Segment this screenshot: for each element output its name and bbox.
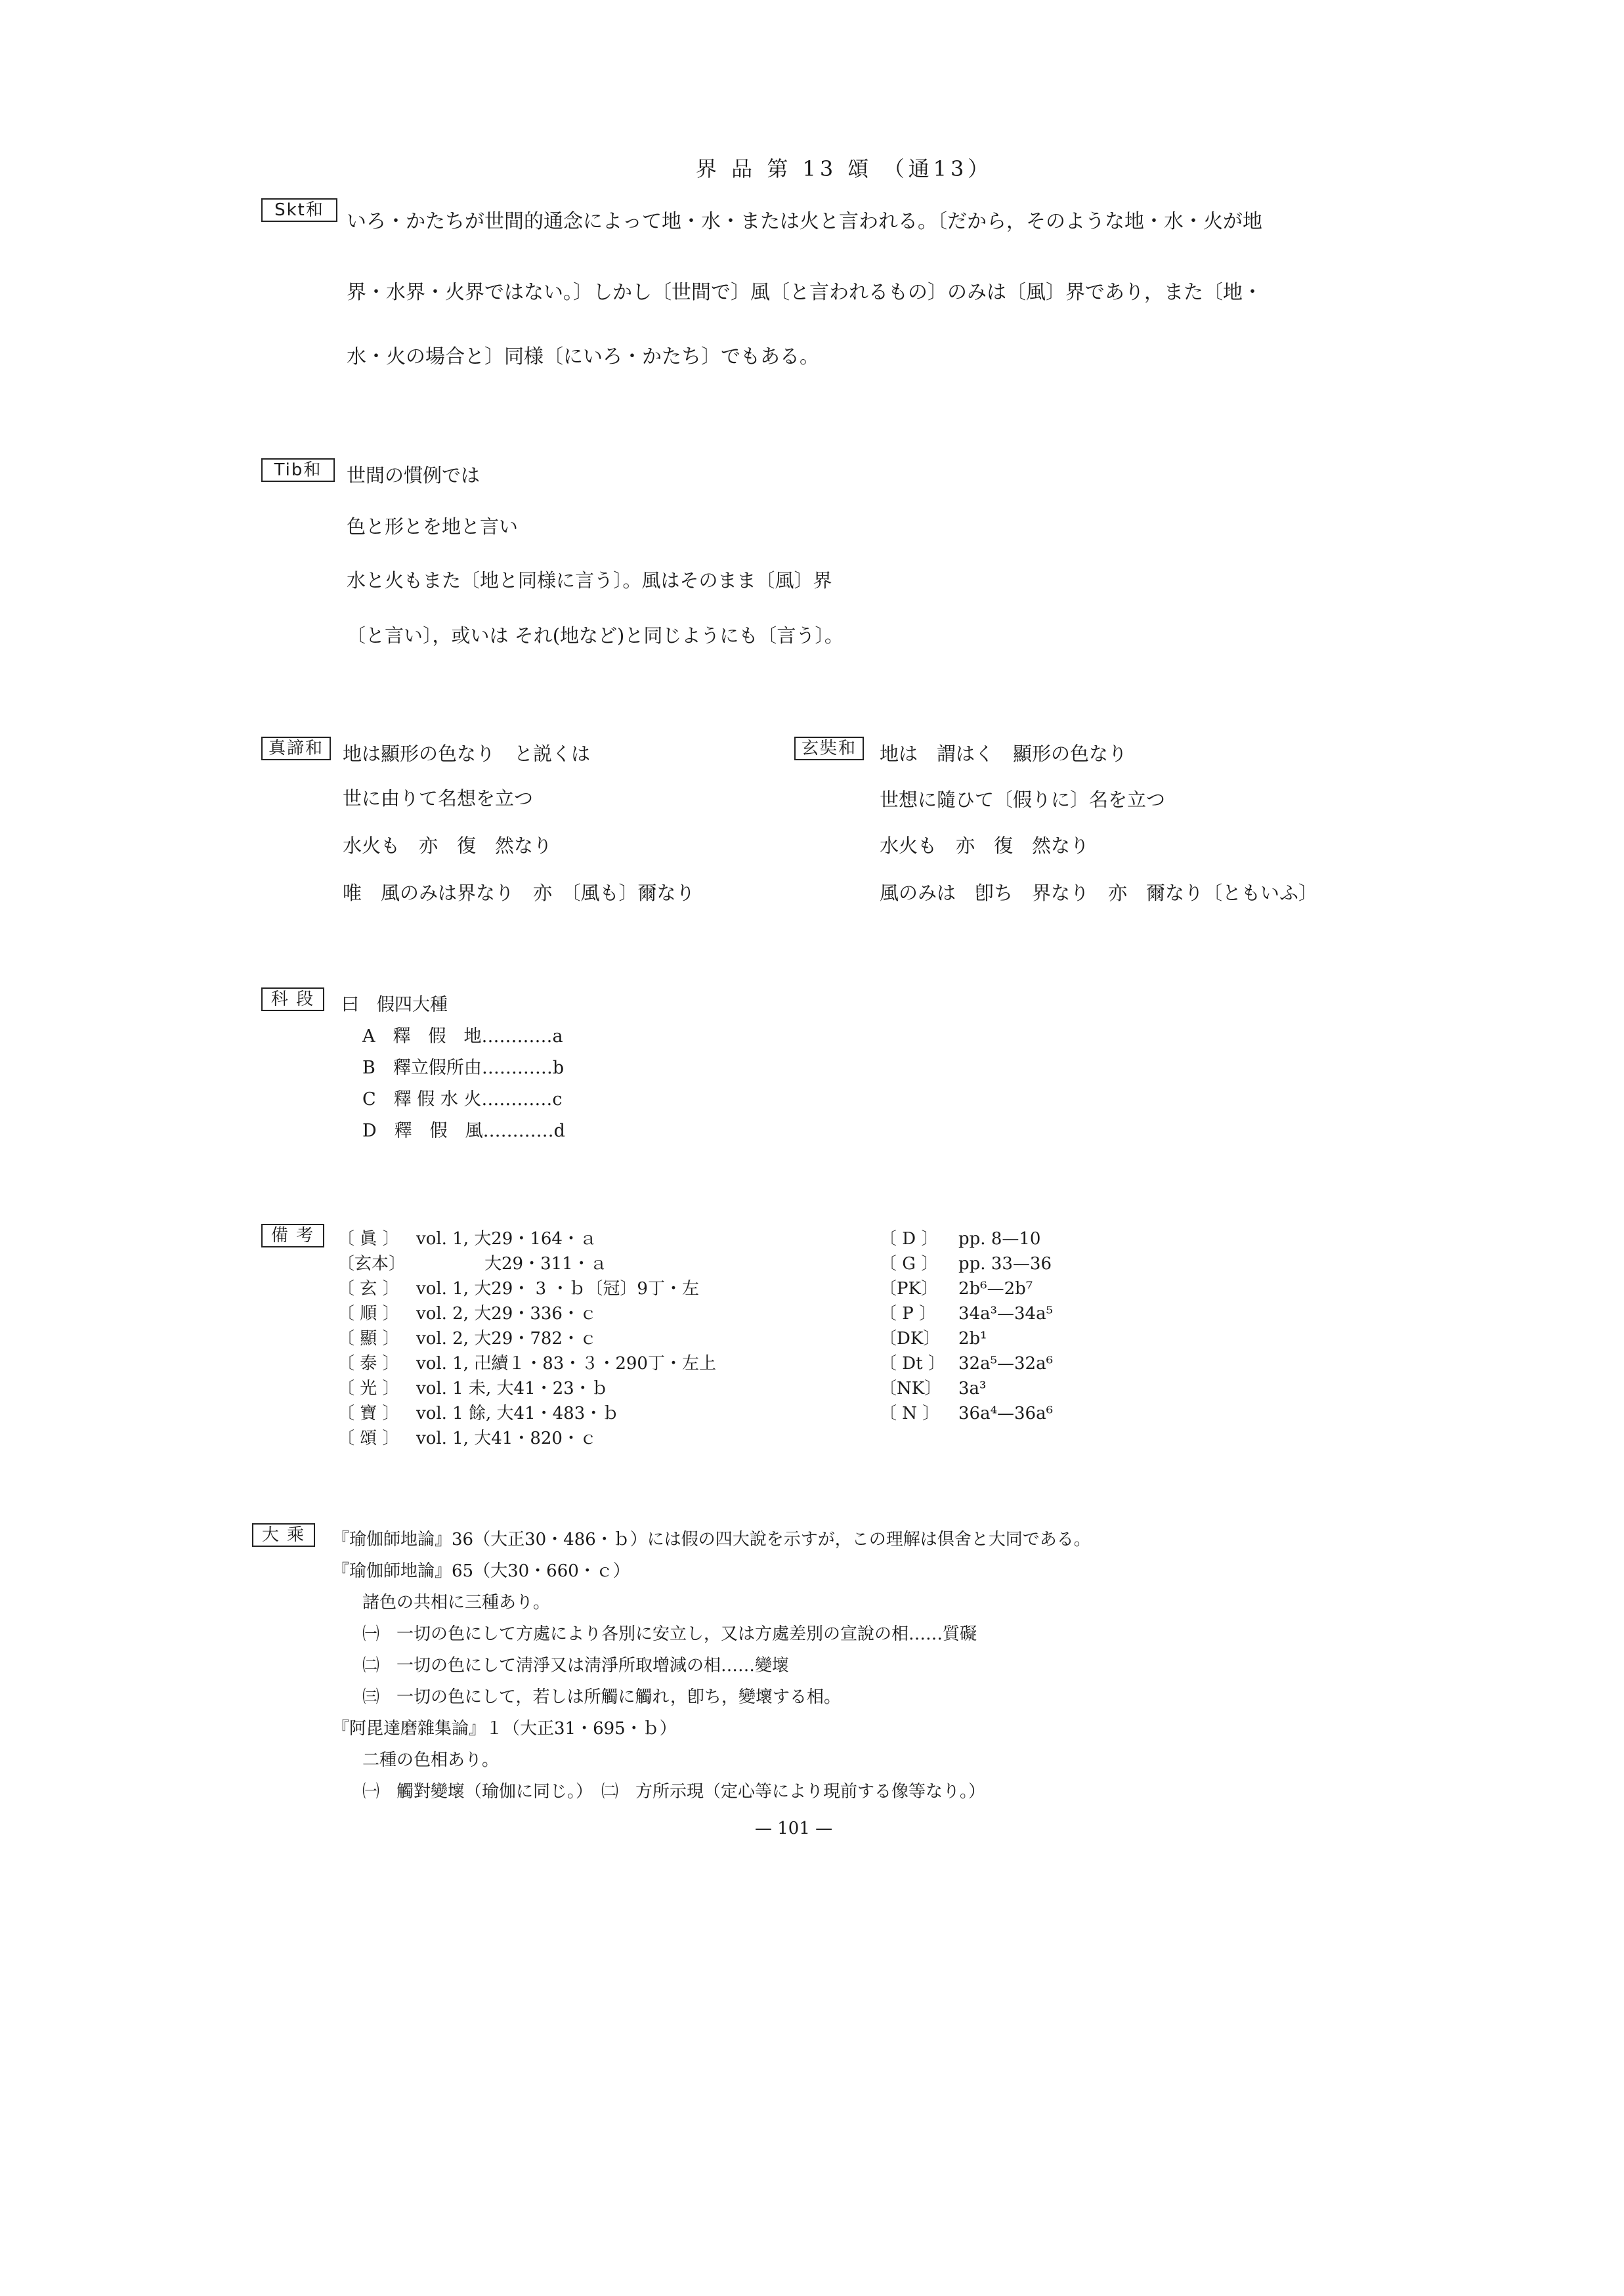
biko-label: 備 考 xyxy=(261,1224,324,1247)
genjo-label: 玄奘和 xyxy=(794,737,864,760)
ref-row: 〔 P 〕 34a³—34a⁵ xyxy=(880,1304,1054,1324)
ref-row: 〔 眞 〕 vol. 1, 大29・164・ａ xyxy=(337,1229,597,1249)
shindai-line-3: 水火も 亦 復 然なり xyxy=(343,834,553,857)
daijo-line-3: 諸色の共相に三種あり。 xyxy=(362,1593,551,1613)
shindai-label: 真諦和 xyxy=(261,737,331,760)
skt-label: Skt和 xyxy=(261,198,337,222)
shindai-line-1: 地は顯形の色なり と説くは xyxy=(343,743,591,765)
tib-line-3: 水と火もまた〔地と同様に言う〕。風はそのまま〔風〕界 xyxy=(347,569,832,592)
ref-row: 〔 泰 〕 vol. 1, 卍續１・83・３・290丁・左上 xyxy=(337,1354,716,1374)
kadan-item-d: D 釋 假 風…………d xyxy=(362,1121,565,1141)
daijo-label: 大 乘 xyxy=(252,1523,315,1547)
daijo-line-5: ㈡ 一切の色にして淸淨又は淸淨所取增減の相……變壞 xyxy=(362,1656,790,1676)
ref-row: 〔玄本〕 大29・311・ａ xyxy=(337,1254,607,1274)
ref-row: 〔NK〕 3a³ xyxy=(880,1379,987,1398)
tib-line-1: 世間の慣例では xyxy=(347,464,481,487)
ref-row: 〔 順 〕 vol. 2, 大29・336・ｃ xyxy=(337,1304,597,1324)
ref-row: 〔 顯 〕 vol. 2, 大29・782・ｃ xyxy=(337,1329,597,1349)
ref-row: 〔 玄 〕 vol. 1, 大29・ 3 ・ｂ〔冠〕9丁・左 xyxy=(337,1279,699,1299)
skt-line-2: 界・水界・火界ではない。〕しかし〔世間で〕風〔と言われるもの〕のみは〔風〕界であり，また〔地・ xyxy=(347,281,1262,304)
ref-row: 〔 N 〕 36a⁴—36a⁶ xyxy=(880,1404,1054,1423)
tib-label: Tib和 xyxy=(261,458,335,482)
page-title: 界 品 第 13 頌 （通13） xyxy=(696,156,993,181)
skt-line-3: 水・火の場合と〕同様〔にいろ・かたち〕でもある。 xyxy=(347,345,819,368)
ref-row: 〔 寶 〕 vol. 1 餘, 大41・483・ｂ xyxy=(337,1404,620,1423)
kadan-item-c: C 釋 假 水 火…………c xyxy=(362,1089,563,1110)
genjo-line-4: 風のみは 卽ち 界なり 亦 爾なり〔ともいふ〕 xyxy=(880,882,1318,904)
ref-row: 〔DK〕 2b¹ xyxy=(880,1329,987,1349)
page-number: — 101 — xyxy=(755,1819,833,1838)
ref-row: 〔 頌 〕 vol. 1, 大41・820・ｃ xyxy=(337,1429,597,1448)
daijo-line-1: 『瑜伽師地論』36（大正30・486・ｂ）には假の四大說を示すが，この理解は倶舍と大同である。 xyxy=(332,1530,1091,1549)
ref-row: 〔 Dt 〕 32a⁵—32a⁶ xyxy=(880,1354,1054,1374)
skt-line-1: いろ・かたちが世間的通念によって地・水・または火と言われる。〔だから，そのような地・水・火が地 xyxy=(347,210,1262,233)
kadan-item-a: A 釋 假 地…………a xyxy=(362,1026,563,1047)
daijo-line-9: ㈠ 觸對變壞（瑜伽に同じ。） ㈡ 方所示現（定心等により現前する像等なり。） xyxy=(362,1782,986,1802)
ref-row: 〔 D 〕 pp. 8—10 xyxy=(880,1229,1041,1249)
daijo-line-6: ㈢ 一切の色にして，若しは所觸に觸れ，卽ち，變壞する相。 xyxy=(362,1687,842,1707)
daijo-line-2: 『瑜伽師地論』65（大30・660・ｃ） xyxy=(332,1561,630,1581)
kadan-heading: 曰 假四大種 xyxy=(341,995,448,1015)
genjo-line-3: 水火も 亦 復 然なり xyxy=(880,834,1090,857)
tib-line-2: 色と形とを地と言い xyxy=(347,515,519,538)
ref-row: 〔 G 〕 pp. 33—36 xyxy=(880,1254,1052,1274)
tib-line-4: 〔と言い〕，或いは それ(地など)と同じようにも〔言う〕。 xyxy=(347,624,844,647)
daijo-line-4: ㈠ 一切の色にして方處により各別に安立し，又は方處差別の宣說の相……質礙 xyxy=(362,1624,977,1644)
shindai-line-2: 世に由りて名想を立つ xyxy=(343,787,534,810)
daijo-line-8: 二種の色相あり。 xyxy=(362,1750,500,1770)
ref-row: 〔PK〕 2b⁶—2b⁷ xyxy=(880,1279,1033,1299)
shindai-line-4: 唯 風のみは界なり 亦 〔風も〕爾なり xyxy=(343,882,695,904)
genjo-line-1: 地は 謂はく 顯形の色なり xyxy=(880,743,1128,765)
genjo-line-2: 世想に隨ひて〔假りに〕名を立つ xyxy=(880,789,1166,811)
daijo-line-7: 『阿毘達磨雜集論』１（大正31・695・ｂ） xyxy=(332,1719,677,1739)
kadan-item-b: B 釋立假所由…………b xyxy=(362,1058,565,1078)
ref-row: 〔 光 〕 vol. 1 未, 大41・23・ｂ xyxy=(337,1379,609,1398)
kadan-label: 科 段 xyxy=(261,987,324,1011)
